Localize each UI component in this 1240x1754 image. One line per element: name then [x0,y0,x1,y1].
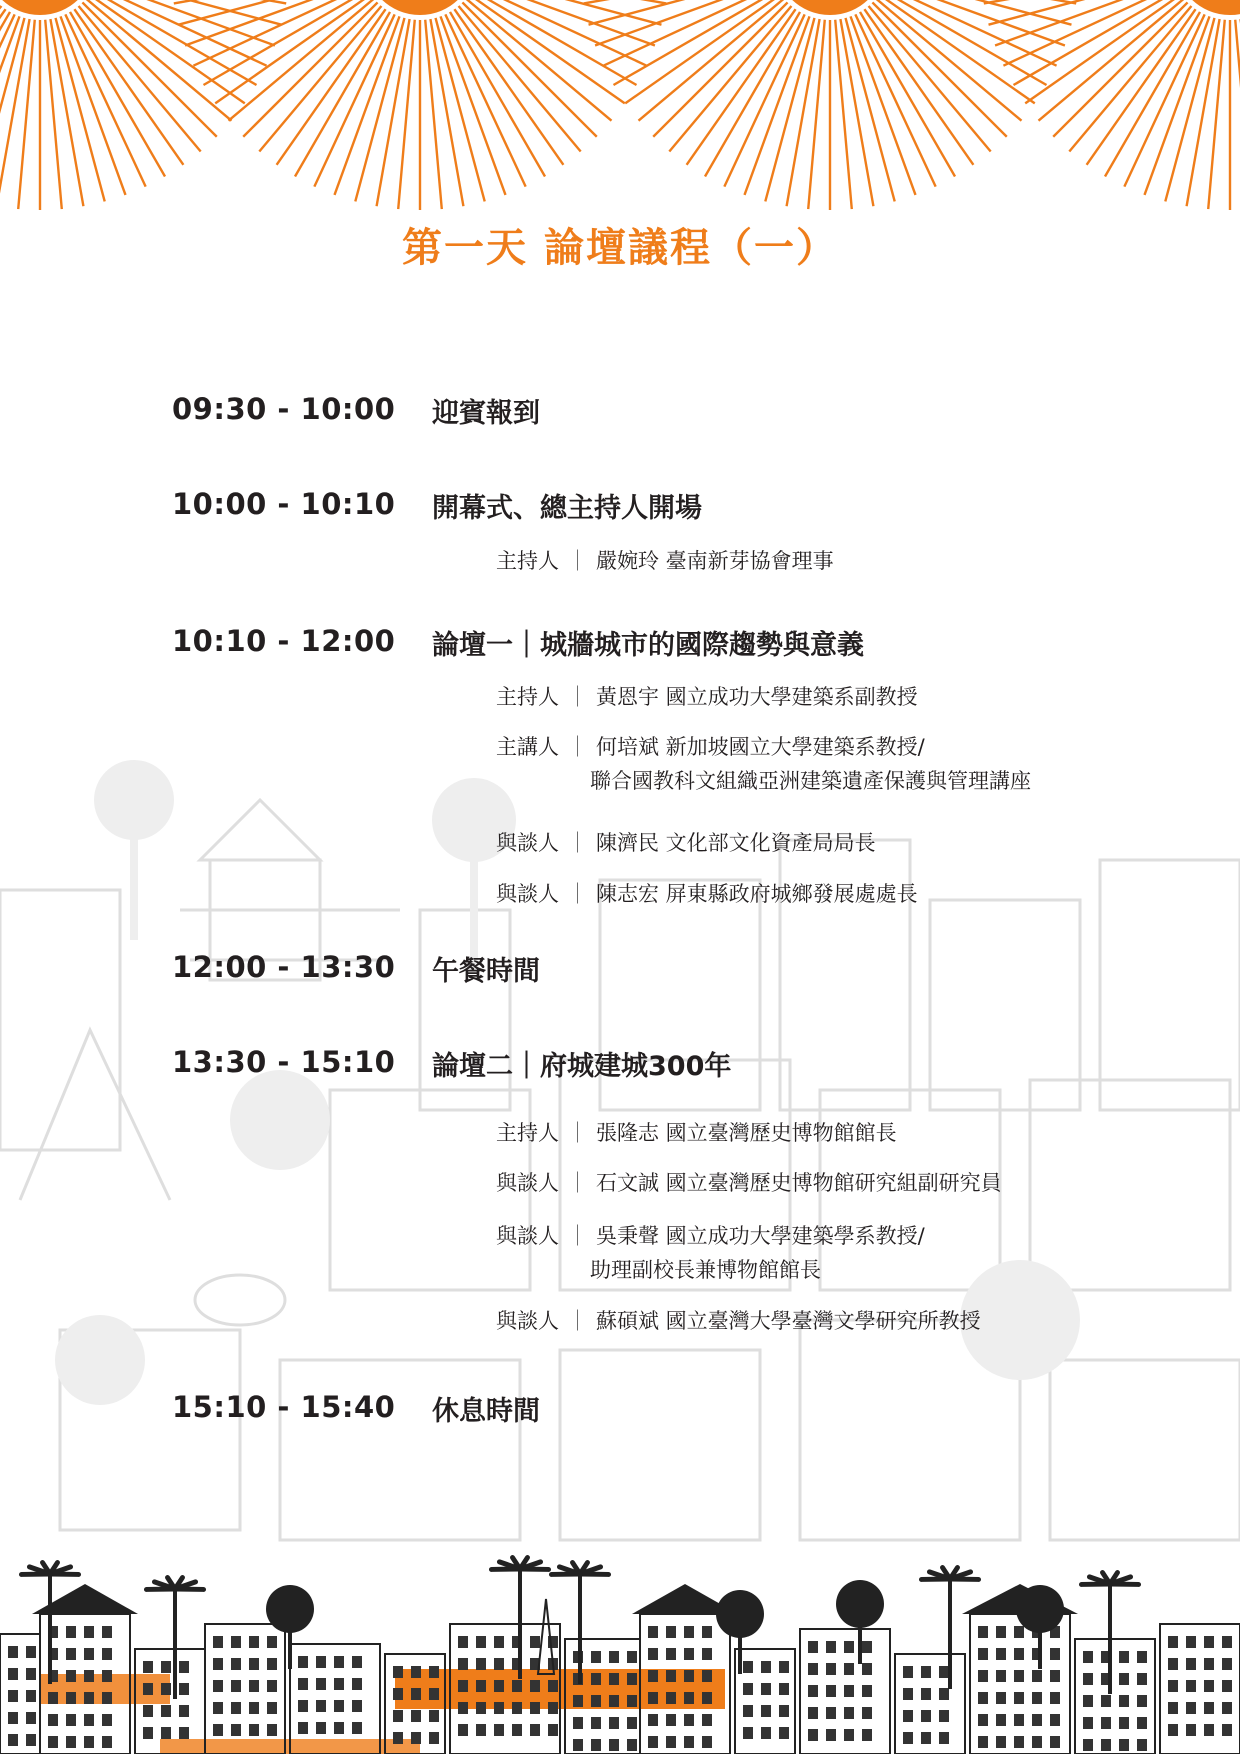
session-title: 午餐時間 [432,956,540,987]
session-time: 10:10 - 12:00 [172,624,396,658]
speaker-entry [496,545,834,575]
speaker-entry [496,1167,1002,1197]
role-separator: ｜ [567,735,588,759]
sunburst-decoration [0,0,1240,215]
role-separator: ｜ [567,549,588,573]
speaker-role: 主講人 [496,735,559,759]
session-title: 論壇二｜府城建城300年 [432,1051,732,1082]
session-title: 休息時間 [432,1396,540,1427]
speaker-role: 主持人 [496,1121,559,1145]
speaker-name-affiliation: 張隆志 國立臺灣歷史博物館館長 [596,1121,897,1145]
speaker-affiliation-continued: 助理副校長兼博物館館長 [590,1258,821,1282]
role-separator: ｜ [567,1309,588,1333]
role-separator: ｜ [567,1224,588,1248]
session-title: 開幕式、總主持人開場 [432,493,702,524]
speaker-role: 與談人 [496,1224,559,1248]
speaker-entry [496,1117,897,1147]
speaker-name-affiliation: 黃恩宇 國立成功大學建築系副教授 [596,685,918,709]
speaker-role: 與談人 [496,831,559,855]
speaker-role: 主持人 [496,549,559,573]
speaker-entry [496,681,918,711]
speaker-name-affiliation: 陳志宏 屏東縣政府城鄉發展處處長 [596,882,918,906]
speaker-name-affiliation: 石文誠 國立臺灣歷史博物館研究組副研究員 [596,1171,1002,1195]
role-separator: ｜ [567,831,588,855]
speaker-name-affiliation: 何培斌 新加坡國立大學建築系教授/ [596,735,925,759]
session-time: 12:00 - 13:30 [172,950,396,984]
speaker-name-affiliation: 蘇碩斌 國立臺灣大學臺灣文學研究所教授 [596,1309,981,1333]
speaker-entry [496,731,1031,793]
speaker-role: 與談人 [496,1171,559,1195]
speaker-name-affiliation: 嚴婉玲 臺南新芽協會理事 [596,549,834,573]
role-separator: ｜ [567,685,588,709]
session-time: 15:10 - 15:40 [172,1390,396,1424]
skyline-illustration [0,1554,1240,1754]
speaker-entry [496,827,876,857]
speaker-affiliation-continued: 聯合國教科文組織亞洲建築遺產保護與管理講座 [590,769,1031,793]
speaker-role: 主持人 [496,685,559,709]
session-title: 迎賓報到 [432,398,540,429]
speaker-entry [496,1220,925,1282]
session-time: 09:30 - 10:00 [172,392,396,426]
speaker-name-affiliation: 吳秉聲 國立成功大學建築學系教授/ [596,1224,925,1248]
page-title: 第一天 論壇議程（一） [402,225,838,271]
speaker-name-affiliation: 陳濟民 文化部文化資產局局長 [596,831,876,855]
speaker-entry [496,1305,981,1335]
role-separator: ｜ [567,1171,588,1195]
session-time: 10:00 - 10:10 [172,487,396,521]
role-separator: ｜ [567,1121,588,1145]
role-separator: ｜ [567,882,588,906]
speaker-entry [496,878,918,908]
speaker-role: 與談人 [496,882,559,906]
speaker-role: 與談人 [496,1309,559,1333]
session-time: 13:30 - 15:10 [172,1045,396,1079]
session-title: 論壇一｜城牆城市的國際趨勢與意義 [432,630,864,661]
